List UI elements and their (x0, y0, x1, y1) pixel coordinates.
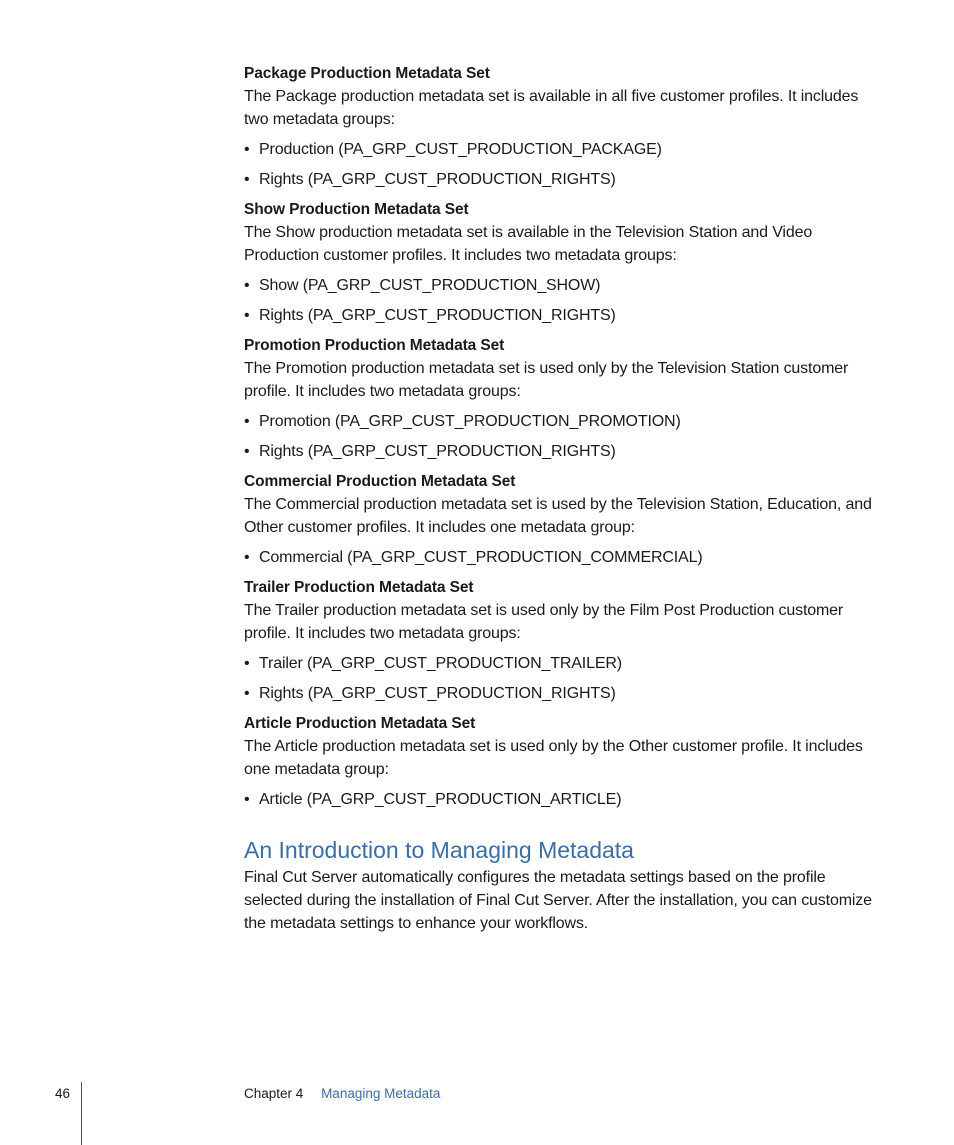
bullet-icon: • (244, 443, 250, 460)
section-show (244, 198, 884, 327)
list-item: • Rights (PA_GRP_CUST_PRODUCTION_RIGHTS) (244, 682, 884, 705)
list-item: • Trailer (PA_GRP_CUST_PRODUCTION_TRAILER) (244, 652, 884, 675)
section-heading: Show Production Metadata Set (244, 201, 469, 218)
bullet-list (244, 652, 884, 705)
bullet-list (244, 546, 884, 569)
chapter-label: Chapter 4 (244, 1086, 304, 1101)
section-body: The Promotion production metadata set is used only by the Television Station customer profile. It includes two metadata groups: (244, 360, 849, 400)
list-item: • Promotion (PA_GRP_CUST_PRODUCTION_PROMOTION) (244, 410, 884, 433)
bullet-list (244, 138, 884, 191)
section-heading: Commercial Production Metadata Set (244, 473, 516, 490)
list-item: • Commercial (PA_GRP_CUST_PRODUCTION_COMMERCIAL) (244, 546, 884, 569)
section-commercial (244, 470, 884, 569)
section-article (244, 712, 884, 811)
intro-body: Final Cut Server automatically configures the metadata settings based on the profile selected during the installation of Final Cut Server. After the installation, you can customize the metadata settings to enhance your workflows. (244, 869, 872, 932)
list-item: • Production (PA_GRP_CUST_PRODUCTION_PACKAGE) (244, 138, 884, 161)
chapter-title-link[interactable]: Managing Metadata (321, 1086, 441, 1101)
bullet-icon: • (244, 171, 250, 188)
bullet-icon: • (244, 791, 250, 808)
section-promotion (244, 334, 884, 463)
section-package (244, 62, 884, 191)
section-heading: Trailer Production Metadata Set (244, 579, 474, 596)
list-item: • Rights (PA_GRP_CUST_PRODUCTION_RIGHTS) (244, 304, 884, 327)
list-item: • Rights (PA_GRP_CUST_PRODUCTION_RIGHTS) (244, 168, 884, 191)
bullet-icon: • (244, 307, 250, 324)
section-body: The Commercial production metadata set is used by the Television Station, Education, and Other customer profiles. It includes one metadata group: (244, 496, 872, 536)
list-item: • Rights (PA_GRP_CUST_PRODUCTION_RIGHTS) (244, 440, 884, 463)
bullet-list (244, 274, 884, 327)
bullet-list (244, 788, 884, 811)
list-item: • Article (PA_GRP_CUST_PRODUCTION_ARTICLE) (244, 788, 884, 811)
section-heading: Package Production Metadata Set (244, 65, 490, 82)
main-content (244, 62, 884, 935)
list-item: • Show (PA_GRP_CUST_PRODUCTION_SHOW) (244, 274, 884, 297)
section-heading: Promotion Production Metadata Set (244, 337, 505, 354)
footer-divider (81, 1082, 82, 1145)
bullet-icon: • (244, 413, 250, 430)
section-body: The Article production metadata set is used only by the Other customer profile. It includes one metadata group: (244, 738, 863, 778)
section-title: An Introduction to Managing Metadata (244, 837, 634, 863)
bullet-icon: • (244, 277, 250, 294)
section-trailer (244, 576, 884, 705)
bullet-icon: • (244, 655, 250, 672)
bullet-icon: • (244, 141, 250, 158)
footer-chapter (244, 1086, 440, 1101)
section-heading: Article Production Metadata Set (244, 715, 476, 732)
bullet-icon: • (244, 685, 250, 702)
section-body: The Trailer production metadata set is used only by the Film Post Production customer profile. It includes two metadata groups: (244, 602, 844, 642)
intro-section (244, 835, 884, 935)
section-body: The Show production metadata set is available in the Television Station and Video Production customer profiles. It includes two metadata groups: (244, 224, 813, 264)
bullet-list (244, 410, 884, 463)
section-body: The Package production metadata set is available in all five customer profiles. It includes two metadata groups: (244, 88, 859, 128)
page-number: 46 (55, 1086, 71, 1101)
bullet-icon: • (244, 549, 250, 566)
